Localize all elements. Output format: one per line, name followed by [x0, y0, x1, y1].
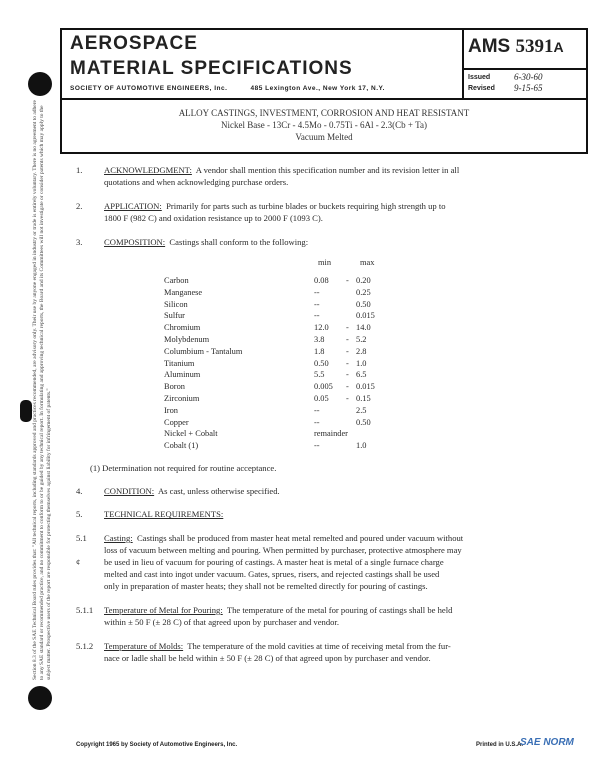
- spec-title-line3: Vacuum Melted: [295, 132, 353, 142]
- s511-heading: Temperature of Metal for Pouring:: [104, 605, 223, 615]
- society-address: 485 Lexington Ave., New York 17, N.Y.: [250, 85, 385, 92]
- s512-heading: Temperature of Molds:: [104, 641, 184, 651]
- col-min-header: min: [318, 258, 332, 267]
- composition-min: 12.0: [314, 323, 329, 333]
- composition-element: Copper: [164, 417, 189, 427]
- header-title-aerospace: AEROSPACE: [70, 33, 198, 54]
- composition-element: Manganese: [164, 287, 203, 297]
- ams-prefix: AMS: [468, 36, 511, 57]
- composition-max: 0.50: [356, 417, 371, 427]
- s51-revision-mark: ¢: [76, 557, 81, 567]
- composition-min: --: [314, 299, 320, 309]
- ams-number-box: [464, 30, 586, 70]
- header-box: [60, 28, 588, 100]
- section-composition: [104, 237, 308, 249]
- s2-text-a: Primarily for parts such as turbine blades or buckets requiring high strength up to: [166, 201, 446, 211]
- section-acknowledgment: [104, 165, 584, 177]
- s4-text: As cast, unless otherwise specified.: [157, 486, 280, 496]
- s2-text-b: 1800 F (982 C) and oxidation resistance up to 2000 F (1093 C).: [104, 213, 323, 223]
- issued-label: Issued: [468, 74, 491, 81]
- composition-dash: -: [346, 335, 349, 344]
- s51-number: 5.1: [76, 533, 87, 543]
- section-casting: [104, 533, 588, 545]
- composition-min: --: [314, 287, 320, 297]
- composition-element: Carbon: [164, 276, 189, 285]
- composition-min: 5.5: [314, 370, 325, 380]
- ams-spec-number: 5391: [515, 36, 554, 57]
- section-pouring-temperature: [104, 605, 588, 617]
- s51-line1: Castings shall be produced from master heat metal remelted and poured under vacuum without: [136, 533, 464, 543]
- header-title-material-specifications: MATERIAL SPECIFICATIONS: [70, 58, 353, 79]
- issued-date: 6-30-60: [514, 72, 543, 82]
- composition-element: Molybdenum: [164, 335, 210, 344]
- footer-printed: Printed in U.S.A.: [476, 742, 524, 748]
- s5-heading: TECHNICAL REQUIREMENTS:: [104, 509, 224, 519]
- composition-max: 0.50: [356, 299, 371, 309]
- s1-number: 1.: [76, 165, 83, 175]
- s51-line2: loss of vacuum between melting and pouring. When permitted by purchaser, protective atmosphere may: [104, 545, 462, 555]
- composition-dash: -: [346, 370, 349, 380]
- composition-max: 1.0: [356, 441, 367, 451]
- s5-number: 5.: [76, 509, 83, 519]
- s511-number: 5.1.1: [76, 605, 94, 615]
- s512-line2: nace or ladle shall be held within ± 50 F (± 28 C) of that agreed upon by purchaser and vendor.: [104, 653, 431, 663]
- binder-hole-top: [28, 72, 52, 96]
- composition-max: 1.0: [356, 358, 367, 368]
- composition-min: 1.8: [314, 346, 325, 356]
- composition-max: 2.8: [356, 346, 367, 356]
- composition-element: Silicon: [164, 299, 188, 309]
- composition-max: 2.5: [356, 405, 367, 415]
- s1-heading: ACKNOWLEDGMENT:: [104, 165, 192, 175]
- composition-dash: -: [346, 346, 349, 356]
- composition-min: --: [314, 441, 320, 451]
- composition-min: --: [314, 405, 320, 415]
- composition-max: 14.0: [356, 323, 371, 333]
- section-application: [104, 201, 584, 213]
- s3-text: Castings shall conform to the following:: [169, 237, 309, 247]
- s512-line1: The temperature of the mold cavities at time of receiving metal from the fur-: [187, 641, 451, 651]
- s3-heading: COMPOSITION:: [104, 237, 166, 247]
- composition-max: 0.25: [356, 287, 371, 297]
- s511-line2: within ± 50 F (± 28 C) of that agreed upon by purchaser and vendor.: [104, 617, 339, 627]
- spec-title-line2: Nickel Base - 13Cr - 4.5Mo - 0.75Ti - 6Al - 2.3(Cb + Ta): [221, 120, 427, 130]
- binder-hole-bottom: [28, 686, 52, 710]
- composition-max: 0.20: [356, 276, 371, 285]
- sae-norm-logo: SAE NORM: [520, 737, 574, 748]
- composition-element: Chromium: [164, 323, 201, 333]
- header-title-block: [62, 30, 464, 98]
- composition-min: 0.005: [314, 382, 333, 392]
- s2-heading: APPLICATION:: [104, 201, 162, 211]
- composition-element: Columbium - Tantalum: [164, 346, 243, 356]
- composition-dash: -: [346, 276, 349, 285]
- composition-max: 5.2: [356, 335, 367, 344]
- s2-number: 2.: [76, 201, 83, 211]
- revised-label: Revised: [468, 85, 495, 92]
- ams-revision-letter: A: [553, 39, 564, 55]
- section-mold-temperature: [104, 641, 588, 653]
- composition-min: --: [314, 311, 320, 321]
- section-technical-requirements: [104, 509, 223, 521]
- composition-max: 0.015: [356, 382, 375, 392]
- ams-number: [468, 36, 564, 58]
- s51-line3: be used in lieu of vacuum for pouring of castings. A master heat is metal of a single furnace charge: [104, 557, 444, 567]
- composition-element: Cobalt (1): [164, 441, 199, 451]
- col-max-header: max: [360, 258, 375, 267]
- composition-dash: -: [346, 323, 349, 333]
- composition-min: 0.08: [314, 276, 329, 285]
- composition-max: 0.015: [356, 311, 375, 321]
- composition-max: 6.5: [356, 370, 367, 380]
- society-line: [70, 85, 385, 92]
- composition-element: Boron: [164, 382, 185, 392]
- composition-min: 0.50: [314, 358, 329, 368]
- composition-element: Zirconium: [164, 394, 200, 403]
- s4-number: 4.: [76, 486, 83, 496]
- composition-element: Nickel + Cobalt: [164, 429, 218, 439]
- s1-text-b: quotations and when acknowledging purchase orders.: [104, 177, 289, 187]
- society-name: SOCIETY OF AUTOMOTIVE ENGINEERS, Inc.: [70, 85, 228, 92]
- s1-text-a: A vendor shall mention this specification number and its revision letter in all: [195, 165, 460, 175]
- spec-title-line1: ALLOY CASTINGS, INVESTMENT, CORROSION AND HEAT RESISTANT: [178, 108, 470, 118]
- composition-min: remainder: [314, 429, 348, 439]
- margin-mark: [20, 400, 32, 422]
- composition-min: 0.05: [314, 394, 329, 403]
- composition-dash: -: [346, 358, 349, 368]
- s51-line5: only in preparation of master heats; they shall not be remelted directly for pouring of castings.: [104, 581, 428, 591]
- composition-min: --: [314, 417, 320, 427]
- revised-date: 9-15-65: [514, 83, 543, 93]
- s4-heading: CONDITION:: [104, 486, 155, 496]
- composition-element: Aluminum: [164, 370, 201, 380]
- legal-side-note: Section 8.3 of the SAE Technical Board rules provides that: "All technical reports, including standards approved and practices recommended, are advisory only. Their use by anyone engaged in industry or trade is entirely voluntary. There is no agreement to adhere to any SAE standard or recommended practice, and no commitment to conform to or be guided by any technical report. In formulating and approving technical reports, the Board and its Committees will not investigate or consider patents which may apply to the subject matter. Prospective users of the report are responsible for protecting themselves against liability for infringement of patents.": [32, 100, 52, 680]
- composition-dash: -: [346, 394, 349, 403]
- s3-footnote: (1) Determination not required for routine acceptance.: [90, 463, 277, 473]
- footer-copyright: Copyright 1965 by Society of Automotive Engineers, Inc.: [76, 742, 238, 748]
- s51-heading: Casting:: [104, 533, 133, 543]
- section-condition: [104, 486, 280, 498]
- composition-element: Titanium: [164, 358, 195, 368]
- composition-dash: -: [346, 382, 349, 392]
- composition-min: 3.8: [314, 335, 325, 344]
- composition-element: Iron: [164, 405, 178, 415]
- s51-line4: melted and cast into ingot under vacuum. Gates, sprues, risers, and rejected castings shall be used: [104, 569, 440, 579]
- s512-number: 5.1.2: [76, 641, 94, 651]
- spec-title-box: [60, 100, 588, 154]
- s511-line1: The temperature of the metal for pouring of castings shall be held: [226, 605, 453, 615]
- s3-number: 3.: [76, 237, 83, 247]
- composition-max: 0.15: [356, 394, 371, 403]
- composition-element: Sulfur: [164, 311, 185, 321]
